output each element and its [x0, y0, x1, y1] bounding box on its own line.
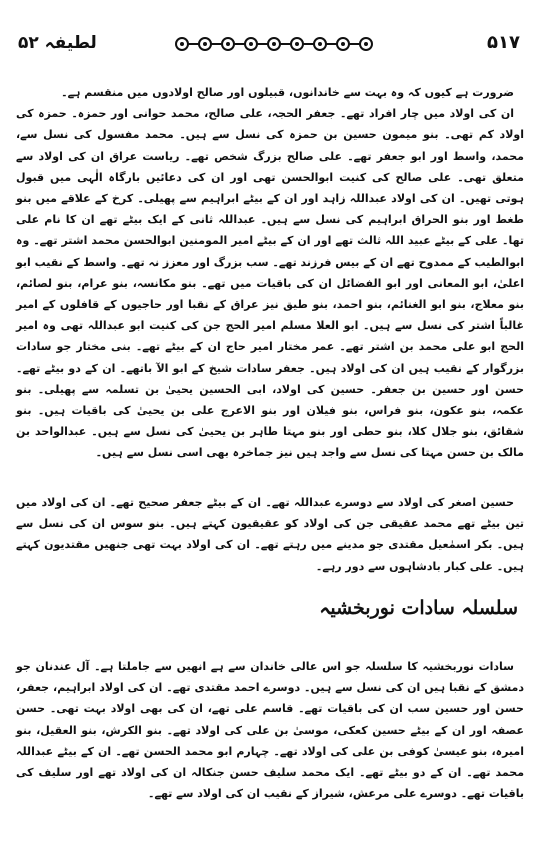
paragraph: ان کی اولاد میں چار افراد تھے۔ جعفر الحجہ، علی صالح، محمد حوانی اور حمزہ۔ حمزہ کی اولاد کم تھی۔ بنو میمون حسین بن حمزہ کی نسل سے ہیں۔ محمد مفسول کی نسل سے، محمد، واسط اور ابو جعفر تھے۔ علی صالح بزرگ شخص تھے۔ ریاست عراق ان کی اولاد سے متعلق تھی۔ علی صالح کی کنیت ابوالحسن تھی اور ان کی دعائیں بارگاہ الٰہی میں قبول ہوتی تھیں۔ ان کی اولاد عبداللہ زاہد اور ان کے بیٹے ابراہیم سے پھیلی۔ کرخ کے علاقے میں بنو طغط اور بنو الحراق ابراہیم کی نسل سے ہیں۔ عبداللہ ثانی کے ایک بیٹے تھے ان کا نام علی تھا۔ علی کے بیٹے عبید اللہ ثالث تھے اور ان کے بیٹے امیر المومنین ابوالحسن محمد اشتر تھے۔ وہ ابوالطیب کے ممدوح تھے ان کے بیس فرزند تھے۔ سب بزرگ اور معزز نہ تھے۔ واسط کے نقیب ابو اعلیٰ، ابو المعانی اور ابو الفضائل ان کی باقیات میں تھے۔ بنو مکانسہ، بنو عرام، بنو لصائم، بنو معلاج، بنو ابو الغنائم، بنو احمد، بنو طیق نیز عراق کے نقبا اور حاجیوں کے قافلوں کے امیر غالباً اشتر کی نسل سے ہیں۔ ابو العلا مسلم امیر الحج جن کی کنیت ابو عبداللہ تھی وہ امیر الحج ابو علی محمد بن اشتر تھے۔ عمر مختار امیر حاج ان کے بیٹے تھے۔ بنی مختار جو سادات بزرگوار کے نقیب ہیں ان کی اولاد ہیں۔ جعفر سادات شیخ کے ابو الآ باتھے۔ ان کے دو بیٹے تھے۔ حسن اور حسین بن جعفر۔ حسین کی اولاد، ابی الحسین یحییٰ بن تسلمہ سے پھیلی۔ بنو عکمہ، بنو عکون، بنو فراس، بنو فیلان اور بنو الاعرج علی بن یحییٰ کی باقیات ہیں۔ بنو شقائق، بنو جلال کلا، بنو حطی اور بنو مہتا طاہر بن یحییٰ کی نسل سے ہیں۔ عبدالواحد بن مالک بن حسن مہتا کی نسل سے واجد ہیں نیز جماخرہ بھی اسی نسل سے ہیں۔ — [16, 107, 524, 460]
paragraph: ضرورت ہے کیوں کہ وہ بہت سے خاندانوں، قبیلوں اور صالح اولادوں میں منقسم ہے۔ — [61, 86, 514, 99]
body-text-block-1 — [16, 82, 524, 482]
body-text-block-2 — [16, 492, 524, 576]
chapter-title: لطیفہ ۵۲ — [18, 33, 97, 53]
page-number: ۵۱۷ — [487, 32, 520, 53]
paragraph: حسین اصغر کی اولاد سے دوسرے عبداللہ تھے۔ ان کے بیٹے جعفر صحیح تھے۔ ان کی اولاد میں تین بیٹے تھے محمد عقیقی جن کی اولاد کو عقیقیون کہتے ہیں۔ بنو سوس ان کی نسل سے ہیں۔ بکر اسمٰعیل مقتدی جو مدینے میں رہتے تھے۔ ان کی اولاد بہت تھی جنھیں مقتدیون کہتے ہیں۔ علی کبار بادشاہوں سے دور رہے۔ — [16, 496, 524, 573]
paragraph: سادات نوربخشیہ کا سلسلہ جو اس عالی خاندان سے ہے انھیں سے جاملتا ہے۔ آل عندنان جو دمشق کے نقبا ہیں ان کی نسل سے ہیں۔ دوسرے احمد مقتدی تھے۔ ان کی اولاد ابراہیم، جعفر، حسن اور حسین سب ان کی باقیات تھے۔ قاسم علی تھے، ان کی بھی اولاد بہت تھی۔ حسن عصفہ اور ان کے بیٹے حسین کعکی، موسیٰ بن علی کی اولاد تھے۔ بنو الکرش، بنو العقیل، بنو امیرہ، بنو عیسیٰ کوفی بن علی کی اولاد تھے۔ چہارم ابو محمد الحسن تھے۔ ان کے بیٹے عبداللہ محمد تھے۔ ان کے دو بیٹے تھے۔ ایک محمد سلیف حسن جنکالہ ان کی اولاد تھے اور سلیف کی باقیات تھے۔ دوسرے علی مرعش، شیراز کے نقیب ان کی اولاد سے تھے۔ — [16, 660, 524, 801]
chain-ornament-icon — [172, 34, 382, 54]
body-text-block-3 — [16, 656, 524, 816]
page-header — [10, 30, 528, 56]
section-heading: سلسلہ سادات نوربخشیہ — [319, 597, 518, 619]
